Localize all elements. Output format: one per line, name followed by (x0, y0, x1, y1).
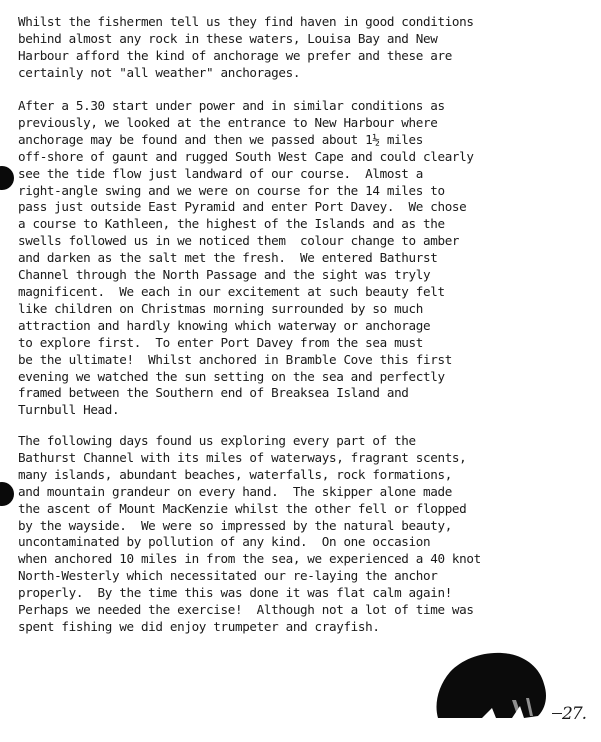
text-line: to explore first. To enter Port Davey from the sea must (18, 334, 423, 350)
punch-hole (0, 482, 14, 506)
punch-hole (0, 166, 14, 190)
text-line: like children on Christmas morning surrounded by so much (18, 300, 423, 316)
text-line: framed between the Southern end of Breaksea Island and (18, 385, 409, 401)
paragraph-2 (18, 98, 598, 419)
text-line: right-angle swing and we were on course for the 14 miles to (18, 182, 445, 198)
text-line: many islands, abundant beaches, waterfalls, rock formations, (18, 466, 452, 482)
text-line: Harbour afford the kind of anchorage we prefer and these are (18, 47, 452, 63)
paragraph-3 (18, 433, 598, 636)
text-line: the ascent of Mount MacKenzie whilst the other fell or flopped (18, 500, 467, 516)
text-line: behind almost any rock in these waters, Louisa Bay and New (18, 30, 438, 46)
text-line: when anchored 10 miles in from the sea, we experienced a 40 knot (18, 551, 481, 567)
text-line: off-shore of gaunt and rugged South West Cape and could clearly (18, 148, 474, 164)
text-line: and darken as the salt met the fresh. We entered Bathurst (18, 250, 438, 266)
signature-dash (552, 713, 562, 714)
walrus-illustration (432, 648, 554, 720)
text-line: uncontaminated by pollution of any kind. On one occasion (18, 534, 431, 550)
text-line: The following days found us exploring every part of the (18, 433, 416, 448)
text-line: Channel through the North Passage and the sight was tryly (18, 267, 431, 283)
text-line: anchorage may be found and then we passed about 1½ miles (18, 131, 423, 147)
text-line: Whilst the fishermen tell us they find haven in good conditions (18, 14, 474, 29)
text-line: North-Westerly which necessitated our re-laying the anchor (18, 568, 438, 584)
text-line: Perhaps we needed the exercise! Although not a lot of time was (18, 602, 474, 618)
text-line: swells followed us in we noticed them colour change to amber (18, 233, 460, 249)
text-line: a course to Kathleen, the highest of the Islands and as the (18, 216, 445, 232)
text-line: After a 5.30 start under power and in similar conditions as (18, 98, 445, 113)
text-line: properly. By the time this was done it was flat calm again! (18, 585, 452, 601)
text-line: and mountain grandeur on every hand. The skipper alone made (18, 483, 452, 499)
text-line: spent fishing we did enjoy trumpeter and crayfish. (18, 618, 380, 634)
text-line: evening we watched the sun setting on the sea and perfectly (18, 368, 445, 384)
text-line: certainly not "all weather" anchorages. (18, 64, 301, 80)
text-line: attraction and hardly knowing which waterway or anchorage (18, 317, 431, 333)
page-number: 27. (562, 704, 587, 724)
text-line: by the wayside. We were so impressed by the natural beauty, (18, 517, 452, 533)
text-line: previously, we looked at the entrance to New Harbour where (18, 114, 438, 130)
text-line: magnificent. We each in our excitement at such beauty felt (18, 283, 445, 299)
paragraph-1 (18, 14, 598, 82)
text-line: Turnbull Head. (18, 402, 120, 418)
text-line: be the ultimate! Whilst anchored in Bramble Cove this first (18, 351, 452, 367)
text-line: see the tide flow just landward of our course. Almost a (18, 165, 423, 181)
text-line: pass just outside East Pyramid and enter Port Davey. We chose (18, 199, 467, 215)
text-line: Bathurst Channel with its miles of waterways, fragrant scents, (18, 449, 467, 465)
